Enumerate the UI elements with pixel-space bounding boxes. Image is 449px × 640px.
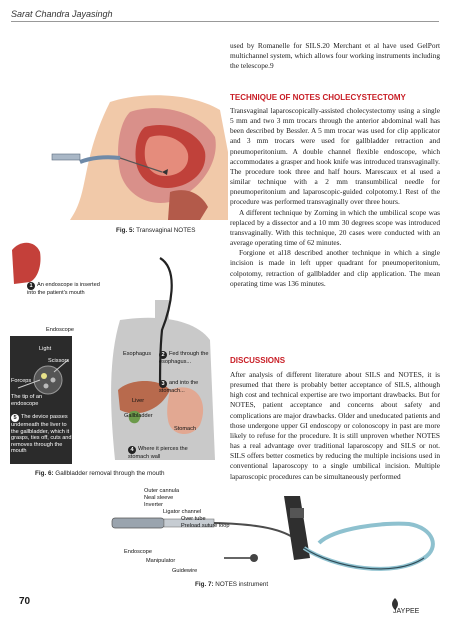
section-heading-discussions: DISCUSSIONS — [230, 356, 286, 365]
figure-7-caption — [195, 581, 268, 588]
fig7-ligator-channel-label: Ligator channel — [163, 509, 202, 515]
fig6-liver-label: Liver — [132, 398, 145, 404]
fig6-esophagus-label: Esophagus — [123, 351, 151, 357]
fig6-step-5 — [11, 414, 75, 455]
fig6-step-1-number: 1 — [27, 282, 35, 290]
fig7-over-tube-label: Over tube — [181, 516, 206, 522]
discussions-body — [230, 370, 440, 482]
fig7-outer-cannula-label: Outer cannula — [144, 488, 180, 494]
fig7-neal-sleeve-label: Neal sleeve — [144, 495, 174, 501]
figure-6-caption-text: Gallbladder removal through the mouth — [53, 470, 165, 477]
publisher-name: JAYPEE — [393, 608, 420, 615]
fig6-forceps-label: Forceps — [11, 378, 32, 384]
fig6-step-2-text: Fed through the esophagus... — [159, 351, 209, 365]
section-heading-technique: TECHNIQUE OF NOTES CHOLECYSTECTOMY — [230, 93, 406, 102]
fig6-step-5-text: The device passes underneath the liver to the gallbladder, which it grasps, ties off, cuts and removes through the mouth — [11, 414, 72, 455]
figure-6-label: Fig. 6: — [35, 470, 54, 477]
publisher-logo — [389, 596, 435, 618]
top-text: used by Romanelle for SILS.20 Merchant et al have used GelPort multichannel system, which allows four working instruments including the telescope.9 — [230, 41, 440, 71]
page-number: 70 — [19, 596, 31, 607]
figure-6-caption — [35, 470, 165, 477]
fig7-guidewire-label: Guidewire — [172, 568, 198, 574]
figure-5-label: Fig. 5: — [116, 227, 135, 234]
fig6-step-1-text: An endoscope is inserted into the patient's mouth — [27, 282, 100, 296]
fig6-step-5-number: 5 — [11, 414, 19, 422]
fig6-step-2 — [159, 351, 211, 366]
fig6-step-4 — [128, 446, 188, 461]
technique-paragraph-2: A different technique by Zorning in which the umbilical scope was replaced by a dissector and a 10 mm 30 degrees scope was introduced transvaginally. With this technique, 20 cases were conducted with an average operating time of 62 minutes. — [230, 207, 440, 248]
figure-5-illustration — [50, 92, 228, 220]
top-paragraph — [230, 41, 440, 71]
fig6-scissors-label: Scissors — [48, 358, 70, 364]
fig6-light-label: Light — [39, 346, 52, 352]
fig7-manipulator-label: Manipulator — [146, 558, 176, 564]
fig6-step-3-text: and into the stomach... — [159, 380, 199, 394]
discussions-paragraph-1: After analysis of different literature about SILS and NOTES, it is presumed that there is probably better acceptance of SILS, although high cost and technical expertise are two important drawbacks. But for NOTES, patient acceptance and concerns about safety and complications are major drawbacks. Older and uneducated patients and those undergone upper GI endoscopy or colonoscopy in past are more likely to refuse for the procedure. It is still unproven whether NOTES has a real advantage over traditional laparoscopy and SILS or not. SILS offers better cosmetics by reducing the multiple incisions used in conventional laparoscopy to a single umbilical incision. Multiple laparoscopic procedures can be simultaneously performed — [230, 370, 440, 481]
header-rule — [11, 21, 439, 22]
fig6-stomach-label: Stomach — [174, 426, 197, 432]
fig6-step-1 — [27, 282, 107, 297]
technique-paragraph-3: Forgione et al18 described another technique in which a single incision is made in left upper quadrant for pneumoperitonium, colpotomy, retraction of gallbladder and clip application. The mean operating time was 136 minutes. — [230, 248, 440, 288]
figure-7-label: Fig. 7: — [195, 581, 214, 588]
technique-body — [230, 106, 440, 289]
fig6-step-4-number: 4 — [128, 446, 136, 454]
fig6-step-2-number: 2 — [159, 351, 167, 359]
fig7-endoscope-label: Endoscope — [124, 549, 152, 555]
fig6-gallbladder-label: Gallbladder — [124, 413, 153, 419]
fig7-inverter-label: Inverter — [144, 502, 163, 508]
figure-5-caption — [116, 227, 195, 234]
figure-7-caption-text: NOTES instrument — [213, 581, 269, 588]
technique-paragraph-1: Transvaginal laparoscopically-assisted cholecystectomy using a single 5 mm and two 3 mm trocars through the anterior abdominal wall has been described by Bessler. A 5 mm trocar was used for clip applicator and 3 mm trocars were used for gallbladder retraction and pneumoperitonium. A double channel flexible endoscope, which accommodates a grasper and hook knife was introduced transvaginally. The procedure took three and half hours. Marescaux et al used a similar technique with a 2 mm transumbilical needle for pneumoperitonium and laparoscopic-guided colpotomy.1 Rest of the procedure was performed transvaginally over three hours. — [230, 106, 440, 207]
running-title: Sarat Chandra Jayasingh — [11, 9, 113, 19]
fig7-preloaded-loop-label: Preload suture loop — [181, 523, 230, 529]
figure-5-caption-text: Transvaginal NOTES — [134, 227, 196, 234]
fig6-tip-label: The tip of an endoscope — [11, 394, 43, 407]
fig6-step-4-text: Where it pierces the stomach wall — [128, 446, 188, 460]
fig6-step-3 — [159, 380, 211, 395]
pelvis-cross-section-image — [50, 92, 228, 220]
fig6-step-3-number: 3 — [159, 380, 167, 388]
fig6-endoscope-label: Endoscope — [46, 327, 74, 333]
